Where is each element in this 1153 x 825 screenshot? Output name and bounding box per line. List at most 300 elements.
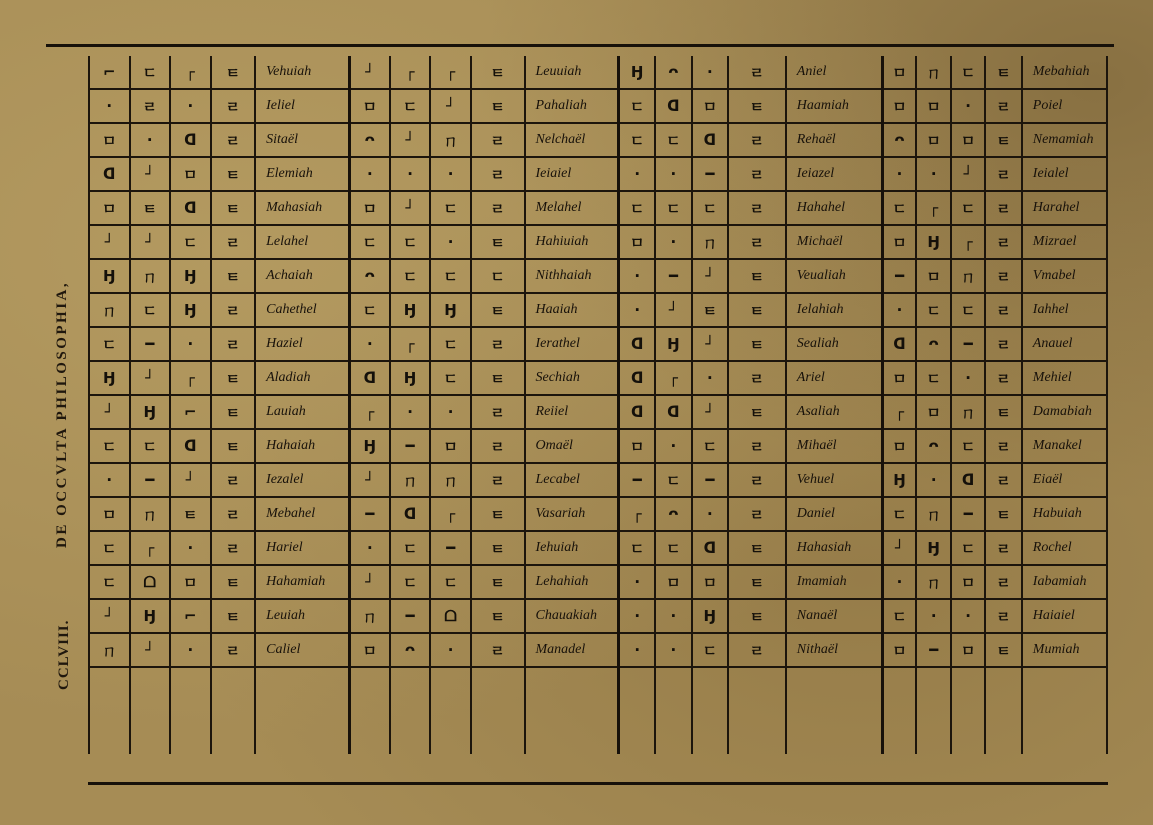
hebrew-letter-cell: ᴖ <box>390 633 431 667</box>
hebrew-letter-cell: ┘ <box>390 123 431 157</box>
hebrew-letter-cell: ᴖ <box>916 327 950 361</box>
hebrew-letter-cell: ㄷ <box>916 293 950 327</box>
hebrew-letter-cell: ㅌ <box>728 395 786 429</box>
hebrew-letter-cell: ㄹ <box>985 531 1021 565</box>
hebrew-letter-cell: ㅌ <box>471 497 525 531</box>
hebrew-letter-cell: ㄇ <box>430 463 471 497</box>
hebrew-letter-cell: ㄷ <box>390 259 431 293</box>
hebrew-letter-cell: ㅌ <box>728 89 786 123</box>
hebrew-letter-cell: ━ <box>882 259 916 293</box>
hebrew-letter-cell: ㄹ <box>471 123 525 157</box>
empty-cell <box>525 667 619 754</box>
hebrew-letter-cell: ㄷ <box>692 191 728 225</box>
hebrew-letter-cell: · <box>390 157 431 191</box>
hebrew-letter-cell: ㄹ <box>728 157 786 191</box>
hebrew-letter-cell: Ꜧ <box>130 599 171 633</box>
hebrew-letter-cell: ᴖ <box>349 123 390 157</box>
empty-cell <box>349 667 390 754</box>
hebrew-letter-cell: ㅁ <box>951 633 985 667</box>
hebrew-letter-cell: ㄷ <box>89 565 130 599</box>
hebrew-letter-cell: ㅌ <box>211 361 256 395</box>
hebrew-letter-cell: ㅁ <box>349 89 390 123</box>
hebrew-letter-cell: ㅁ <box>882 89 916 123</box>
hebrew-letter-cell: · <box>951 599 985 633</box>
hebrew-letter-cell: ㄹ <box>985 429 1021 463</box>
hebrew-letter-cell: · <box>170 633 211 667</box>
table-row <box>89 497 1107 531</box>
hebrew-letter-cell: ㄹ <box>728 497 786 531</box>
hebrew-letter-cell: ㄹ <box>130 89 171 123</box>
angel-name-cell: Haziel <box>255 327 349 361</box>
hebrew-letter-cell: ㄷ <box>916 361 950 395</box>
hebrew-letter-cell: ㅌ <box>130 191 171 225</box>
angel-name-cell: Mebahiah <box>1022 56 1107 89</box>
hebrew-letter-cell: · <box>619 293 655 327</box>
hebrew-letter-cell: ㅌ <box>985 395 1021 429</box>
hebrew-letter-cell: ┌ <box>951 225 985 259</box>
angel-name-cell: Hahahel <box>786 191 882 225</box>
angel-name-cell: Sitaël <box>255 123 349 157</box>
hebrew-letter-cell: · <box>916 157 950 191</box>
hebrew-letter-cell: ┘ <box>349 56 390 89</box>
hebrew-letter-cell: ㄇ <box>951 259 985 293</box>
hebrew-letter-cell: · <box>349 531 390 565</box>
hebrew-letter-cell: Ꜧ <box>130 395 171 429</box>
hebrew-letter-cell: ━ <box>349 497 390 531</box>
empty-cell <box>130 667 171 754</box>
hebrew-letter-cell: ㅁ <box>89 191 130 225</box>
angel-name-cell: Nithaël <box>786 633 882 667</box>
hebrew-letter-cell: · <box>349 327 390 361</box>
hebrew-letter-cell: Ꜧ <box>619 56 655 89</box>
hebrew-letter-cell: ㄹ <box>471 395 525 429</box>
hebrew-letter-cell: ㅌ <box>985 56 1021 89</box>
hebrew-letter-cell: ━ <box>130 327 171 361</box>
hebrew-letter-cell: ㅁ <box>916 89 950 123</box>
hebrew-letter-cell: Ꜧ <box>89 259 130 293</box>
empty-cell <box>430 667 471 754</box>
hebrew-letter-cell: ᗡ <box>882 327 916 361</box>
hebrew-letter-cell: ━ <box>951 327 985 361</box>
hebrew-letter-cell: · <box>916 599 950 633</box>
angel-name-cell: Mihaël <box>786 429 882 463</box>
hebrew-letter-cell: ┘ <box>130 633 171 667</box>
angel-name-cell: Daniel <box>786 497 882 531</box>
table-row <box>89 191 1107 225</box>
hebrew-letter-cell: ㅁ <box>619 429 655 463</box>
hebrew-letter-cell: ㄹ <box>471 633 525 667</box>
angel-name-cell: Aladiah <box>255 361 349 395</box>
angel-name-cell: Michaël <box>786 225 882 259</box>
hebrew-letter-cell: ㄷ <box>655 463 691 497</box>
hebrew-letter-cell: ㅌ <box>471 565 525 599</box>
angel-name-cell: Eiaël <box>1022 463 1107 497</box>
hebrew-letter-cell: ㄹ <box>985 157 1021 191</box>
hebrew-letter-cell: ㄹ <box>471 157 525 191</box>
angel-name-cell: Nelchaël <box>525 123 619 157</box>
angel-name-cell: Leuuiah <box>525 56 619 89</box>
hebrew-letter-cell: ㄇ <box>916 56 950 89</box>
hebrew-letter-cell: ㄇ <box>89 633 130 667</box>
angel-name-cell: Lelahel <box>255 225 349 259</box>
angel-name-cell: Manadel <box>525 633 619 667</box>
angel-name-cell: Rehaël <box>786 123 882 157</box>
hebrew-letter-cell: ┘ <box>692 259 728 293</box>
hebrew-letter-cell: ㅁ <box>951 123 985 157</box>
hebrew-letter-cell: ㄷ <box>89 531 130 565</box>
angel-name-cell: Manakel <box>1022 429 1107 463</box>
hebrew-letter-cell: ㅁ <box>349 633 390 667</box>
hebrew-letter-cell: ㄷ <box>471 259 525 293</box>
hebrew-letter-cell: ㄹ <box>985 463 1021 497</box>
table-page <box>46 44 1114 792</box>
hebrew-letter-cell: ㄷ <box>655 531 691 565</box>
hebrew-letter-cell: · <box>390 395 431 429</box>
hebrew-letter-cell: ㅁ <box>951 565 985 599</box>
table-row <box>89 225 1107 259</box>
hebrew-letter-cell: ㄷ <box>89 429 130 463</box>
hebrew-letter-cell: ㄹ <box>211 89 256 123</box>
hebrew-letter-cell: ━ <box>390 429 431 463</box>
hebrew-letter-cell: ㄹ <box>211 225 256 259</box>
angel-name-cell: Elemiah <box>255 157 349 191</box>
angel-name-cell: Imamiah <box>786 565 882 599</box>
bottom-rule <box>88 782 1108 785</box>
angel-name-cell: Aniel <box>786 56 882 89</box>
hebrew-letter-cell: ㄹ <box>985 361 1021 395</box>
hebrew-letter-cell: ᗡ <box>619 327 655 361</box>
hebrew-letter-cell: ㄷ <box>430 259 471 293</box>
hebrew-letter-cell: · <box>619 565 655 599</box>
hebrew-letter-cell: ┌ <box>170 56 211 89</box>
hebrew-letter-cell: ⌐ <box>89 56 130 89</box>
hebrew-letter-cell: ┌ <box>430 497 471 531</box>
hebrew-letter-cell: Ꜧ <box>655 327 691 361</box>
empty-cell <box>211 667 256 754</box>
hebrew-letter-cell: · <box>692 56 728 89</box>
table-row <box>89 429 1107 463</box>
hebrew-letter-cell: ㄹ <box>985 191 1021 225</box>
hebrew-letter-cell: ┘ <box>390 191 431 225</box>
hebrew-letter-cell: ㄷ <box>692 633 728 667</box>
hebrew-letter-cell: ㄹ <box>211 463 256 497</box>
hebrew-letter-cell: · <box>430 633 471 667</box>
angel-name-cell: Hahasiah <box>786 531 882 565</box>
hebrew-letter-cell: ┘ <box>130 361 171 395</box>
hebrew-letter-cell: ㄹ <box>728 191 786 225</box>
empty-cell <box>655 667 691 754</box>
hebrew-letter-cell: ㄷ <box>130 56 171 89</box>
empty-cell <box>786 667 882 754</box>
hebrew-letter-cell: ㅌ <box>211 599 256 633</box>
hebrew-letter-cell: ㅌ <box>728 259 786 293</box>
hebrew-letter-cell: ㄹ <box>471 191 525 225</box>
hebrew-letter-cell: ㅌ <box>211 191 256 225</box>
empty-cell <box>390 667 431 754</box>
empty-cell <box>619 667 655 754</box>
hebrew-letter-cell: ᗡ <box>170 429 211 463</box>
angel-name-cell: Iahhel <box>1022 293 1107 327</box>
hebrew-letter-cell: ㅌ <box>471 293 525 327</box>
angel-name-cell: Sealiah <box>786 327 882 361</box>
hebrew-letter-cell: ㅌ <box>471 531 525 565</box>
hebrew-letter-cell: · <box>89 89 130 123</box>
hebrew-letter-cell: ┘ <box>430 89 471 123</box>
angel-name-cell: Pahaliah <box>525 89 619 123</box>
table-row <box>89 463 1107 497</box>
hebrew-letter-cell: ㄹ <box>728 429 786 463</box>
hebrew-letter-cell: Ꜧ <box>916 531 950 565</box>
hebrew-letter-cell: ┘ <box>170 463 211 497</box>
hebrew-letter-cell: ㄹ <box>728 361 786 395</box>
angel-name-cell: Nanaël <box>786 599 882 633</box>
angel-name-cell: Mizrael <box>1022 225 1107 259</box>
hebrew-letter-cell: ㄷ <box>130 429 171 463</box>
hebrew-letter-cell: ㄇ <box>390 463 431 497</box>
hebrew-letter-cell: ㅁ <box>916 259 950 293</box>
hebrew-letter-cell: ㅌ <box>728 327 786 361</box>
hebrew-letter-cell: ㅁ <box>170 157 211 191</box>
hebrew-letter-cell: ┘ <box>951 157 985 191</box>
hebrew-letter-cell: ᗡ <box>692 531 728 565</box>
hebrew-letter-cell: ⌐ <box>170 599 211 633</box>
folio-number: CCLVIII. <box>56 619 72 690</box>
hebrew-letter-cell: ㅌ <box>728 531 786 565</box>
angel-name-cell: Habuiah <box>1022 497 1107 531</box>
hebrew-letter-cell: ㅌ <box>471 56 525 89</box>
hebrew-letter-cell: ⌐ <box>170 395 211 429</box>
table-row <box>89 327 1107 361</box>
hebrew-letter-cell: ㄷ <box>349 293 390 327</box>
angel-name-cell: Nemamiah <box>1022 123 1107 157</box>
angel-name-cell: Anauel <box>1022 327 1107 361</box>
hebrew-letter-cell: ━ <box>130 463 171 497</box>
hebrew-letter-cell: ㄷ <box>951 191 985 225</box>
hebrew-letter-cell: ┌ <box>170 361 211 395</box>
angel-name-cell: Mebahel <box>255 497 349 531</box>
hebrew-letter-cell: ┘ <box>89 225 130 259</box>
angel-name-cell: Haiaiel <box>1022 599 1107 633</box>
hebrew-letter-cell: ㄷ <box>882 497 916 531</box>
hebrew-letter-cell: ㄹ <box>728 123 786 157</box>
hebrew-letter-cell: ┘ <box>349 463 390 497</box>
hebrew-letter-cell: ┘ <box>89 599 130 633</box>
hebrew-letter-cell: ㅁ <box>882 429 916 463</box>
hebrew-letter-cell: ㄷ <box>390 225 431 259</box>
hebrew-letter-cell: Ꜧ <box>692 599 728 633</box>
hebrew-letter-cell: · <box>655 599 691 633</box>
hebrew-letter-cell: ┌ <box>916 191 950 225</box>
running-title: DE OCCVLTA PHILOSOPHIA, <box>54 280 70 548</box>
hebrew-letter-cell: ᴖ <box>349 259 390 293</box>
hebrew-letter-cell: ┘ <box>692 395 728 429</box>
hebrew-letter-cell: ┘ <box>130 225 171 259</box>
hebrew-letter-cell: · <box>916 463 950 497</box>
table-row <box>89 123 1107 157</box>
empty-cell <box>985 667 1021 754</box>
hebrew-letter-cell: ┌ <box>430 56 471 89</box>
hebrew-letter-cell: ㅌ <box>170 497 211 531</box>
hebrew-letter-cell: Ꜧ <box>430 293 471 327</box>
hebrew-letter-cell: ㅁ <box>882 633 916 667</box>
hebrew-letter-cell: ㅌ <box>211 56 256 89</box>
hebrew-letter-cell: ㄇ <box>916 565 950 599</box>
hebrew-letter-cell: ㅌ <box>211 395 256 429</box>
hebrew-letter-cell: ㄇ <box>692 225 728 259</box>
hebrew-letter-cell: Ꜧ <box>882 463 916 497</box>
table-row <box>89 89 1107 123</box>
angel-name-cell: Ierathel <box>525 327 619 361</box>
hebrew-letter-cell: ㄹ <box>985 225 1021 259</box>
hebrew-letter-cell: ㄷ <box>951 293 985 327</box>
hebrew-letter-cell: ㄷ <box>619 191 655 225</box>
angel-name-cell: Hahamiah <box>255 565 349 599</box>
hebrew-letter-cell: · <box>349 157 390 191</box>
hebrew-letter-cell: ᗡ <box>655 89 691 123</box>
hebrew-letter-cell: ㄷ <box>882 599 916 633</box>
angel-name-cell: Vmabel <box>1022 259 1107 293</box>
hebrew-letter-cell: ㅌ <box>985 123 1021 157</box>
hebrew-letter-cell: ㄹ <box>728 56 786 89</box>
hebrew-letter-cell: ㅁ <box>916 123 950 157</box>
hebrew-letter-cell: ━ <box>430 531 471 565</box>
empty-cell <box>170 667 211 754</box>
table-row <box>89 361 1107 395</box>
angel-name-cell: Achaiah <box>255 259 349 293</box>
hebrew-letter-cell: · <box>619 157 655 191</box>
angel-name-cell: Omaël <box>525 429 619 463</box>
hebrew-letter-cell: ㅌ <box>985 633 1021 667</box>
angel-name-cell: Ieiaiel <box>525 157 619 191</box>
hebrew-letter-cell: Ꜧ <box>170 293 211 327</box>
angel-name-cell: Ieliel <box>255 89 349 123</box>
hebrew-letter-cell: ━ <box>916 633 950 667</box>
angel-name-cell: Mahasiah <box>255 191 349 225</box>
hebrew-letter-cell: ㄷ <box>430 361 471 395</box>
hebrew-letter-cell: ㄹ <box>985 293 1021 327</box>
hebrew-letter-cell: ㄇ <box>916 497 950 531</box>
empty-cell <box>471 667 525 754</box>
angel-name-cell: Iabamiah <box>1022 565 1107 599</box>
hebrew-letter-cell: ᗡ <box>170 191 211 225</box>
angel-name-cell: Vasariah <box>525 497 619 531</box>
angel-name-cell: Damabiah <box>1022 395 1107 429</box>
hebrew-letter-cell: ㄷ <box>430 191 471 225</box>
hebrew-letter-cell: ᗡ <box>390 497 431 531</box>
hebrew-letter-cell: ㄹ <box>985 327 1021 361</box>
hebrew-letter-cell: ㅌ <box>985 497 1021 531</box>
hebrew-letter-cell: ㄹ <box>985 89 1021 123</box>
table-row <box>89 565 1107 599</box>
hebrew-letter-cell: ㄹ <box>471 463 525 497</box>
angel-name-cell: Vehuiah <box>255 56 349 89</box>
hebrew-letter-cell: ㅁ <box>170 565 211 599</box>
hebrew-letter-cell: Ꜧ <box>349 429 390 463</box>
hebrew-letter-cell: ㄷ <box>390 89 431 123</box>
hebrew-letter-cell: ┌ <box>882 395 916 429</box>
table-row <box>89 56 1107 89</box>
hebrew-letter-cell: ᗡ <box>951 463 985 497</box>
angel-name-cell: Iehuiah <box>525 531 619 565</box>
hebrew-letter-cell: ㄷ <box>390 531 431 565</box>
hebrew-letter-cell: ㄷ <box>89 327 130 361</box>
hebrew-letter-cell: ㄷ <box>430 565 471 599</box>
hebrew-letter-cell: ㅁ <box>89 497 130 531</box>
hebrew-letter-cell: ㄇ <box>130 259 171 293</box>
hebrew-letter-cell: ━ <box>692 463 728 497</box>
hebrew-letter-cell: ㄷ <box>170 225 211 259</box>
hebrew-letter-cell: ㅁ <box>882 225 916 259</box>
angel-name-cell: Mumiah <box>1022 633 1107 667</box>
hebrew-letter-cell: ┌ <box>130 531 171 565</box>
hebrew-letter-cell: · <box>655 225 691 259</box>
angel-name-cell: Rochel <box>1022 531 1107 565</box>
angel-name-cell: Ieiazel <box>786 157 882 191</box>
hebrew-letter-cell: · <box>692 361 728 395</box>
hebrew-letter-cell: ᗡ <box>89 157 130 191</box>
hebrew-letter-cell: ㄹ <box>211 633 256 667</box>
hebrew-letter-cell: · <box>882 157 916 191</box>
hebrew-letter-cell: Ꜧ <box>390 361 431 395</box>
hebrew-letter-cell: · <box>951 361 985 395</box>
angel-name-cell: Vehuel <box>786 463 882 497</box>
empty-cell <box>1022 667 1107 754</box>
hebrew-letter-cell: · <box>170 531 211 565</box>
hebrew-letter-cell: ᗡ <box>170 123 211 157</box>
hebrew-letter-cell: ㄷ <box>619 123 655 157</box>
hebrew-letter-cell: · <box>619 599 655 633</box>
angel-name-cell: Haaiah <box>525 293 619 327</box>
hebrew-letter-cell: ㄷ <box>655 123 691 157</box>
angel-name-cell: Hahiuiah <box>525 225 619 259</box>
hebrew-letter-cell: ㄷ <box>430 327 471 361</box>
angel-names-table <box>88 56 1108 754</box>
hebrew-letter-cell: ㄇ <box>130 497 171 531</box>
hebrew-letter-cell: Ꜧ <box>390 293 431 327</box>
hebrew-letter-cell: ┌ <box>619 497 655 531</box>
hebrew-letter-cell: · <box>170 89 211 123</box>
hebrew-letter-cell: ㄹ <box>728 225 786 259</box>
hebrew-letter-cell: ┘ <box>89 395 130 429</box>
hebrew-letter-cell: ㅁ <box>655 565 691 599</box>
hebrew-letter-cell: · <box>692 497 728 531</box>
hebrew-letter-cell: ┘ <box>655 293 691 327</box>
hebrew-letter-cell: ㄷ <box>692 429 728 463</box>
table-row <box>89 259 1107 293</box>
hebrew-letter-cell: ᗡ <box>349 361 390 395</box>
hebrew-letter-cell: ┘ <box>692 327 728 361</box>
hebrew-letter-cell: ┌ <box>390 56 431 89</box>
angel-name-cell: Melahel <box>525 191 619 225</box>
table-row <box>89 157 1107 191</box>
hebrew-letter-cell: ㄷ <box>951 56 985 89</box>
top-rule <box>46 44 1114 47</box>
hebrew-letter-cell: ㄷ <box>349 225 390 259</box>
hebrew-letter-cell: ㅌ <box>471 225 525 259</box>
hebrew-letter-cell: ㄹ <box>728 633 786 667</box>
hebrew-letter-cell: ━ <box>692 157 728 191</box>
angel-name-cell: Hahaiah <box>255 429 349 463</box>
hebrew-letter-cell: ᗝ <box>130 565 171 599</box>
hebrew-letter-cell: ┌ <box>655 361 691 395</box>
hebrew-letter-cell: ㄹ <box>985 259 1021 293</box>
hebrew-letter-cell: ㄹ <box>211 497 256 531</box>
hebrew-letter-cell: ᗝ <box>430 599 471 633</box>
hebrew-letter-cell: ᴖ <box>916 429 950 463</box>
hebrew-letter-cell: ᗡ <box>619 395 655 429</box>
hebrew-letter-cell: ㅁ <box>692 89 728 123</box>
hebrew-letter-cell: ㄇ <box>349 599 390 633</box>
